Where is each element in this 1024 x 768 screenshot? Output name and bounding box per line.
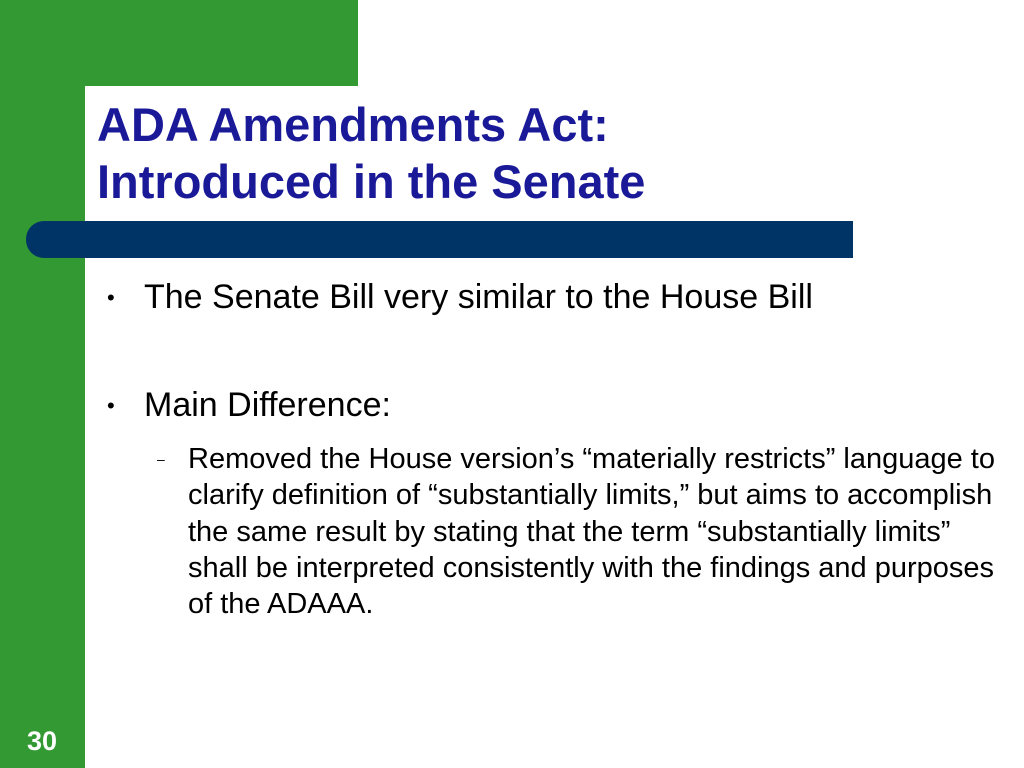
bullet-dot-icon: •: [107, 393, 115, 418]
slide-title-line-2: Introduced in the Senate: [97, 155, 646, 208]
bullet-item: [107, 385, 987, 426]
bullet-text: Main Difference:: [144, 386, 391, 424]
slide-number: 30: [27, 726, 58, 756]
bullet-dot-icon: •: [107, 285, 115, 310]
sub-bullet-text: Removed the House version’s “materially restricts” language to clarify definition of “substantially limits,” but aims to accomplish the same result by stating that the term “substantially limits” shall be interpreted consistently with the findings and purposes of the ADAAA.: [188, 443, 995, 621]
bullet-item: [107, 277, 987, 318]
bullet-text: The Senate Bill very similar to the House Bill: [144, 278, 813, 316]
dash-icon: –: [157, 451, 165, 467]
slide-title-line-1: ADA Amendments Act:: [97, 98, 609, 151]
sub-bullet-item: [157, 441, 997, 622]
